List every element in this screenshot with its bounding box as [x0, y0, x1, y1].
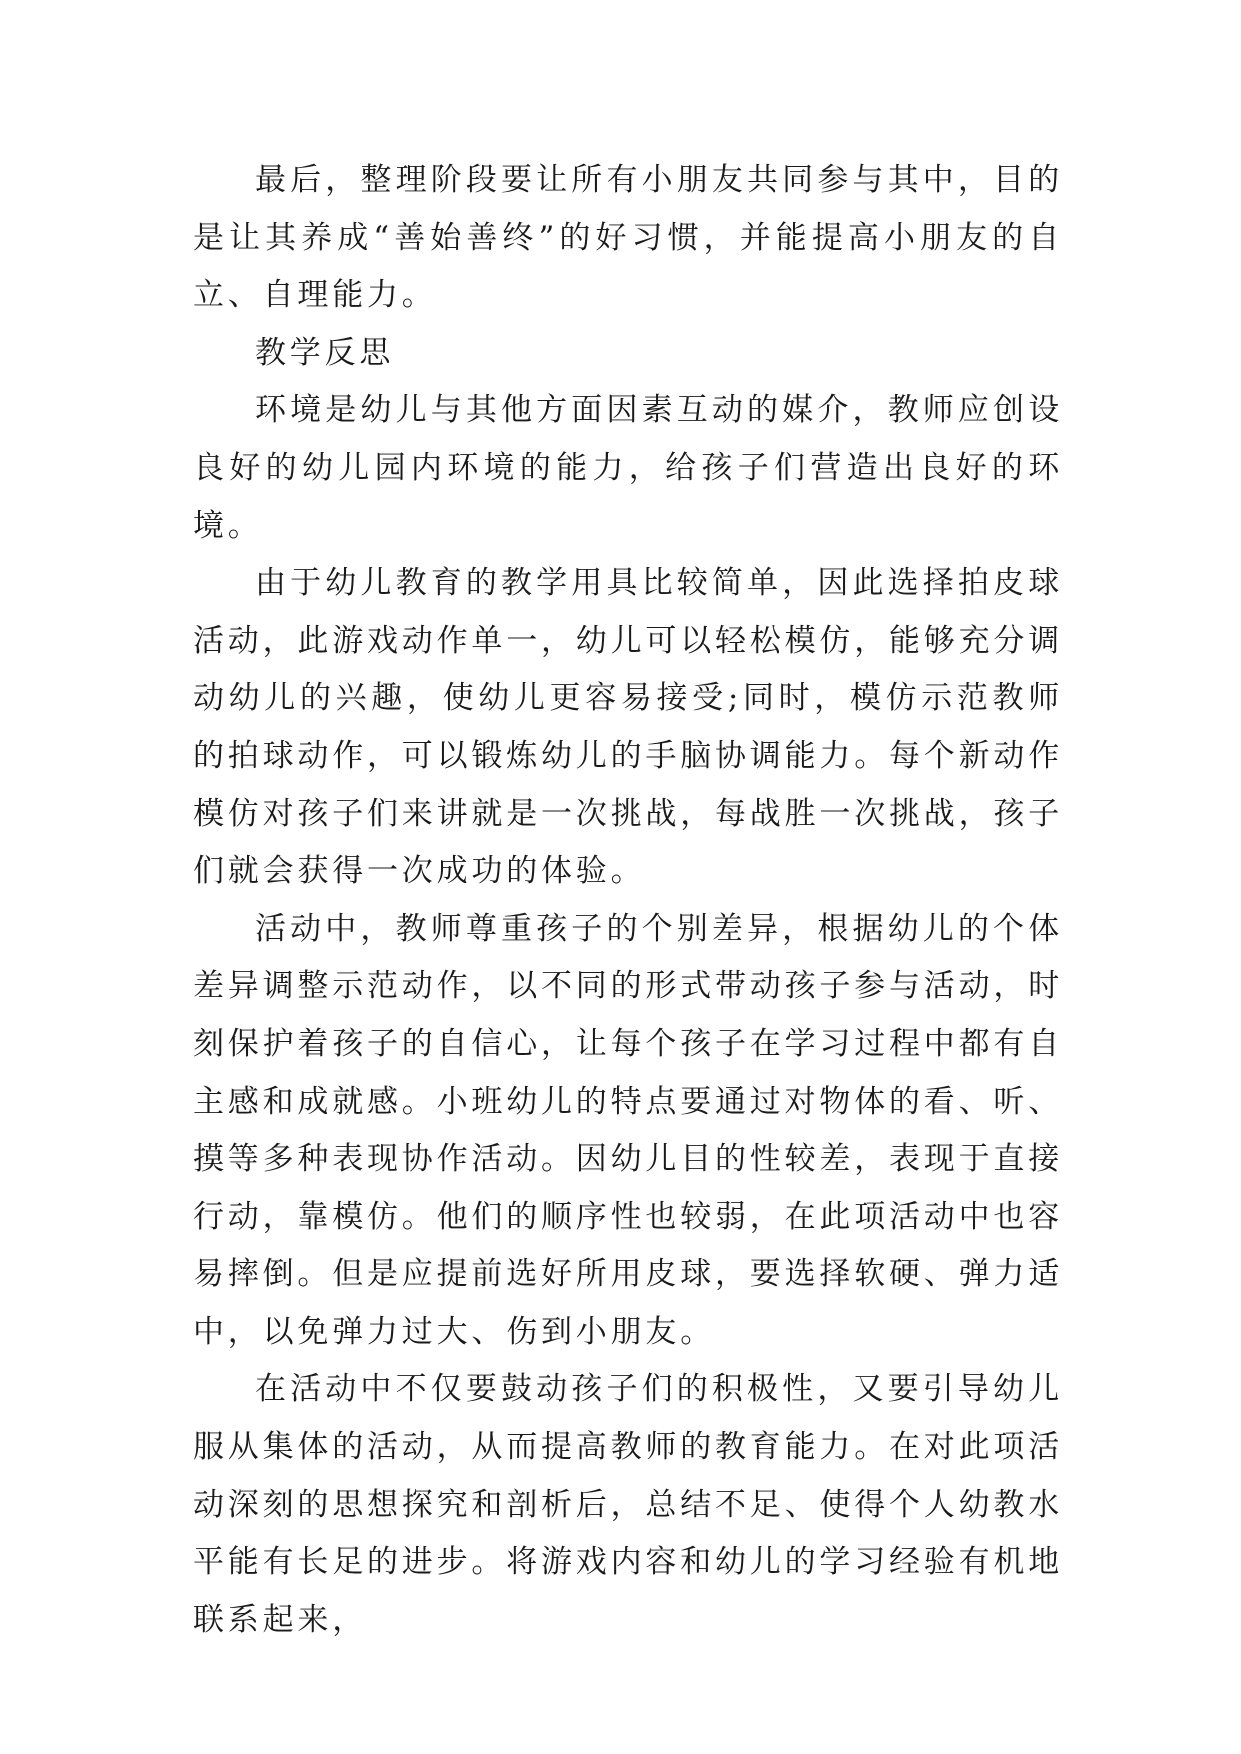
paragraph-tidy-up: 最后，整理阶段要让所有小朋友共同参与其中，目的是让其养成“善始善终”的好习惯，并能提高小朋友的自立、自理能力。	[193, 162, 1063, 314]
section-heading-reflection: 教学反思	[255, 334, 395, 371]
paragraph-motivation: 在活动中不仅要鼓动孩子们的积极性，又要引导幼儿服从集体的活动，从而提高教师的教育能力。在对此项活动深刻的思想探究和剖析后，总结不足、使得个人幼教水平能有长足的进步。将游戏内容和幼儿的学习经验有机地联系起来，	[193, 1371, 1063, 1638]
paragraph-ball-activity: 由于幼儿教育的教学用具比较简单，因此选择拍皮球活动，此游戏动作单一，幼儿可以轻松模仿，能够充分调动幼儿的兴趣，使幼儿更容易接受;同时，模仿示范教师的拍球动作，可以锻炼幼儿的手脑协调能力。每个新动作模仿对孩子们来讲就是一次挑战，每战胜一次挑战，孩子们就会获得一次成功的体验。	[193, 565, 1063, 890]
document-body	[193, 152, 1063, 1649]
paragraph-environment: 环境是幼儿与其他方面因素互动的媒介，教师应创设良好的幼儿园内环境的能力，给孩子们营造出良好的环境。	[193, 392, 1063, 544]
paragraph-individual-differences: 活动中，教师尊重孩子的个别差异，根据幼儿的个体差异调整示范动作，以不同的形式带动孩子参与活动，时刻保护着孩子的自信心，让每个孩子在学习过程中都有自主感和成就感。小班幼儿的特点要通过对物体的看、听、摸等多种表现协作活动。因幼儿目的性较差，表现于直接行动，靠模仿。他们的顺序性也较弱，在此项活动中也容易摔倒。但是应提前选好所用皮球，要选择软硬、弹力适中，以免弹力过大、伤到小朋友。	[193, 910, 1063, 1350]
